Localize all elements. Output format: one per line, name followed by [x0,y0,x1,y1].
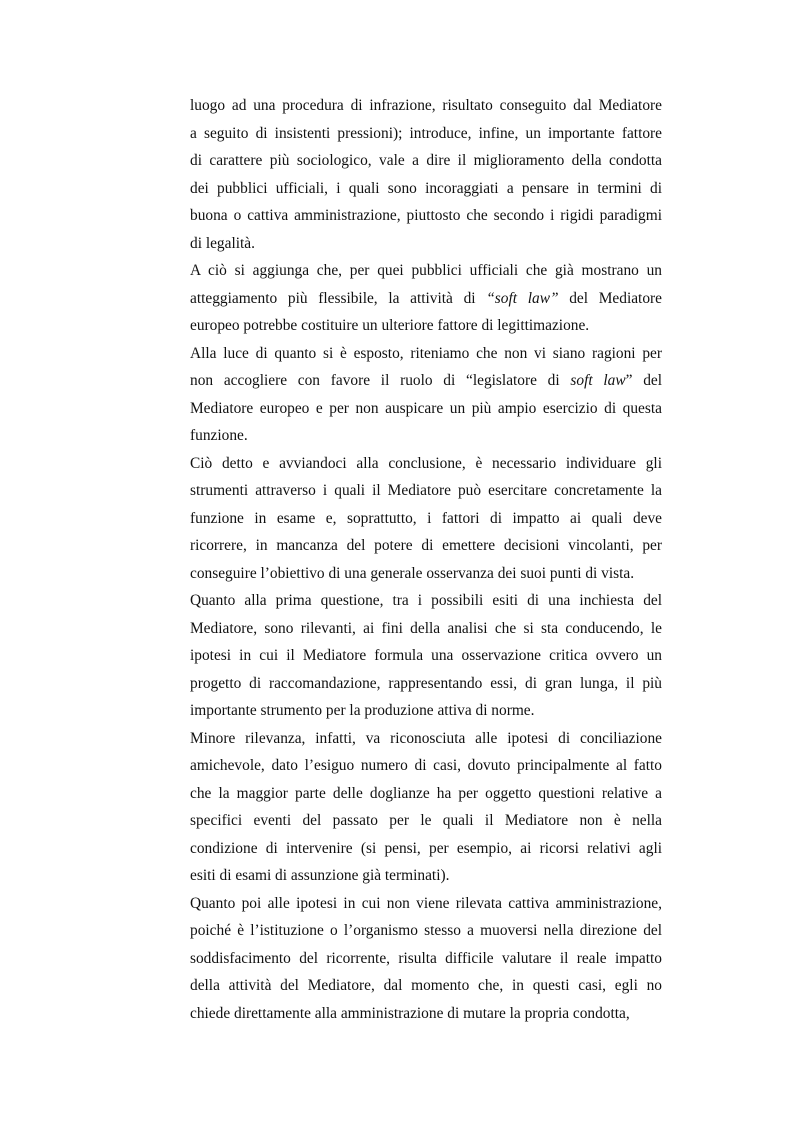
text-segment: funzione. [190,427,248,444]
text-line [190,890,662,918]
text-line [190,862,662,890]
text-line [190,312,662,340]
text-segment: poiché è l’istituzione o l’organismo stesso a muoversi nella direzione del [190,922,662,939]
paragraph [190,450,662,588]
text-segment: dei pubblici ufficiali, i quali sono incoraggiati a pensare in termini di [190,179,662,197]
text-segment: funzione in esame e, soprattutto, i fattori di impatto ai quali deve [190,509,662,527]
text-segment: di legalità. [190,234,255,252]
text-line [190,422,662,450]
text-segment: esiti di esami di assunzione già terminati). [190,867,450,884]
text-line [190,147,662,175]
text-line [190,505,662,533]
text-segment: progetto di raccomandazione, rappresentando essi, di gran lunga, il più [190,674,662,692]
paragraph [190,890,662,1028]
text-line [190,752,662,780]
paragraph [190,725,662,890]
text-segment: amichevole, dato l’esiguo numero di casi, dovuto principalmente al fatto [190,757,662,774]
text-segment: Ciò detto e avviandoci alla conclusione, è necessario individuare gli [190,454,662,472]
text-line [190,670,662,698]
text-line [190,697,662,725]
text-line [190,340,662,368]
text-segment: europeo potrebbe costituire un ulteriore fattore di legittimazione. [190,317,590,334]
text-line [190,120,662,148]
text-segment: a seguito di insistenti pressioni); introduce, infine, un importante fattore [190,124,662,142]
text-segment: Quanto poi alle ipotesi in cui non viene rilevata cattiva amministrazione, [190,894,662,912]
text-line [190,1000,662,1028]
text-line [190,587,662,615]
text-line [190,230,662,258]
text-line [190,835,662,863]
text-segment: non accogliere con favore il ruolo di “legislatore di [190,372,571,389]
paragraph [190,587,662,725]
text-line [190,202,662,230]
text-line [190,92,662,120]
text-line [190,477,662,505]
text-line [190,285,662,313]
paragraph [190,257,662,340]
text-segment: della attività del Mediatore, dal momento che, in questi casi, egli no [190,977,662,994]
text-segment: atteggiamento più flessibile, la attività di [190,289,487,307]
text-segment: Minore rilevanza, infatti, va riconosciuta alle ipotesi di conciliazione [190,729,662,747]
paragraph [190,340,662,450]
text-segment: Alla luce di quanto si è esposto, riteniamo che non vi siano ragioni per [190,344,662,362]
text-segment: “soft law” [486,289,559,307]
body-text [190,92,662,1027]
text-segment: importante strumento per la produzione attiva di norme. [190,702,535,719]
text-segment: Mediatore, sono rilevanti, ai fini della analisi che si sta conducendo, le [190,619,662,637]
text-segment: chiede direttamente alla amministrazione di mutare la propria condotta, [190,1004,630,1022]
paragraph [190,92,662,257]
text-segment: buona o cattiva amministrazione, piuttosto che secondo i rigidi paradigmi [190,207,662,224]
text-segment: che la maggior parte delle doglianze ha per oggetto questioni relative a [190,784,662,802]
text-segment: Quanto alla prima questione, tra i possibili esiti di una inchiesta del [190,592,662,609]
text-line [190,532,662,560]
text-segment: condizione di intervenire (si pensi, per esempio, ai ricorsi relativi agli [190,839,662,857]
text-line [190,642,662,670]
text-line [190,367,662,395]
text-line [190,725,662,753]
text-segment: del Mediatore [558,289,662,307]
text-segment: soft law [570,372,626,389]
text-segment: soddisfacimento del ricorrente, risulta difficile valutare il reale impatto [190,949,662,967]
text-line [190,615,662,643]
text-line [190,450,662,478]
text-segment: A ciò si aggiunga che, per quei pubblici ufficiali che già mostrano un [190,262,662,279]
text-line [190,175,662,203]
text-line [190,972,662,1000]
text-line [190,257,662,285]
text-segment: conseguire l’obiettivo di una generale osservanza dei suoi punti di vista. [190,564,635,582]
text-line [190,395,662,423]
text-line [190,917,662,945]
text-line [190,807,662,835]
text-segment: specifici eventi del passato per le quali il Mediatore non è nella [190,812,662,829]
text-segment: ” del [625,372,662,389]
text-segment: ricorrere, in mancanza del potere di emettere decisioni vincolanti, per [190,537,662,554]
text-segment: ipotesi in cui il Mediatore formula una osservazione critica ovvero un [190,647,662,664]
text-segment: strumenti attraverso i quali il Mediatore può esercitare concretamente la [190,482,662,499]
text-line [190,780,662,808]
text-line [190,560,662,588]
text-segment: Mediatore europeo e per non auspicare un più ampio esercizio di questa [190,399,662,417]
text-line [190,945,662,973]
text-segment: luogo ad una procedura di infrazione, risultato conseguito dal Mediatore [190,97,662,114]
text-segment: di carattere più sociologico, vale a dire il miglioramento della condotta [190,152,662,169]
